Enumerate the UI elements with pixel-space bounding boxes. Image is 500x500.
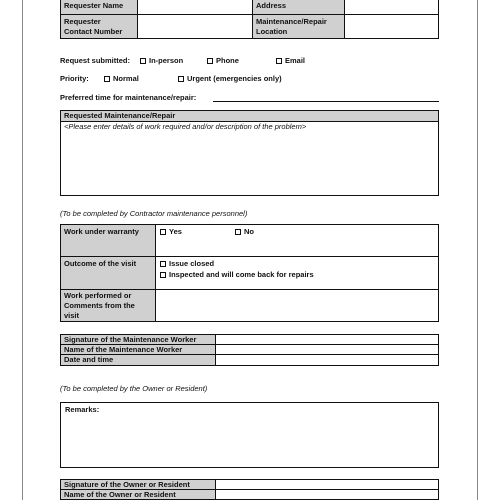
contractor-note: (To be completed by Contractor maintenance personnel) [60, 209, 248, 218]
outcome-label: Outcome of the visit [64, 259, 137, 268]
requester-contact-label-cell [60, 14, 138, 39]
address-label-cell [252, 0, 345, 15]
checkbox-icon [160, 272, 166, 278]
checkbox-icon [140, 58, 146, 64]
requester-name-label: Requester Name [64, 1, 124, 10]
owner-name-label-cell [60, 489, 216, 500]
priority-option-urgent[interactable]: Urgent (emergencies only) [178, 74, 282, 84]
checkbox-icon [160, 229, 166, 235]
preferred-time-field[interactable] [213, 101, 439, 102]
requested-repair-placeholder: <Please enter details of work required and/or description of the problem> [64, 122, 307, 131]
warranty-label: Work under warranty [64, 227, 139, 236]
checkbox-icon [276, 58, 282, 64]
request-option-email[interactable]: Email [276, 56, 305, 66]
checkbox-icon [178, 76, 184, 82]
request-submitted-label: Request submitted: [60, 56, 131, 65]
requested-repair-title: Requested Maintenance/Repair [64, 111, 176, 120]
requester-name-field[interactable] [137, 0, 253, 15]
warranty-label-cell [60, 224, 156, 257]
warranty-option-no[interactable]: No [235, 227, 254, 237]
requester-name-label-cell [60, 0, 138, 15]
checkbox-icon [160, 261, 166, 267]
owner-note: (To be completed by the Owner or Resident) [60, 384, 208, 393]
owner-name-field[interactable] [215, 489, 439, 500]
outcome-option-issue-closed[interactable]: Issue closed [160, 259, 214, 269]
checkbox-icon [235, 229, 241, 235]
outcome-option-come-back[interactable]: Inspected and will come back for repairs [160, 270, 314, 280]
priority-option-normal[interactable]: Normal [104, 74, 139, 84]
work-performed-label-3: visit [64, 311, 80, 320]
remarks-box[interactable] [60, 402, 439, 468]
worker-signature-label: Signature of the Maintenance Worker [64, 335, 197, 344]
warranty-options-cell [155, 224, 439, 257]
requested-repair-header [60, 110, 439, 122]
warranty-option-yes[interactable]: Yes [160, 227, 182, 237]
location-field[interactable] [344, 14, 439, 39]
location-label-1: Maintenance/Repair [256, 17, 327, 26]
priority-label: Priority: [60, 74, 89, 83]
remarks-label: Remarks: [65, 405, 100, 414]
owner-name-label: Name of the Owner or Resident [64, 490, 176, 499]
requester-contact-label-1: Requester [64, 17, 101, 26]
request-option-phone[interactable]: Phone [207, 56, 239, 66]
preferred-time-label: Preferred time for maintenance/repair: [60, 93, 197, 102]
work-performed-label-2: Comments from the [64, 301, 135, 310]
address-label: Address [256, 1, 287, 10]
location-label-cell [252, 14, 345, 39]
outcome-options-cell [155, 256, 439, 290]
requester-contact-label-2: Contact Number [64, 27, 123, 36]
date-time-label-cell [60, 354, 216, 366]
date-time-field[interactable] [215, 354, 439, 366]
outcome-label-cell [60, 256, 156, 290]
date-time-label: Date and time [64, 355, 114, 364]
checkbox-icon [104, 76, 110, 82]
request-option-in-person[interactable]: In-person [140, 56, 183, 66]
checkbox-icon [207, 58, 213, 64]
work-performed-field[interactable] [155, 289, 439, 322]
worker-name-label: Name of the Maintenance Worker [64, 345, 183, 354]
work-performed-label-cell [60, 289, 156, 322]
requester-contact-field[interactable] [137, 14, 253, 39]
address-field[interactable] [344, 0, 439, 15]
owner-signature-label: Signature of the Owner or Resident [64, 480, 190, 489]
work-performed-label-1: Work performed or [64, 291, 132, 300]
location-label-2: Location [256, 27, 288, 36]
